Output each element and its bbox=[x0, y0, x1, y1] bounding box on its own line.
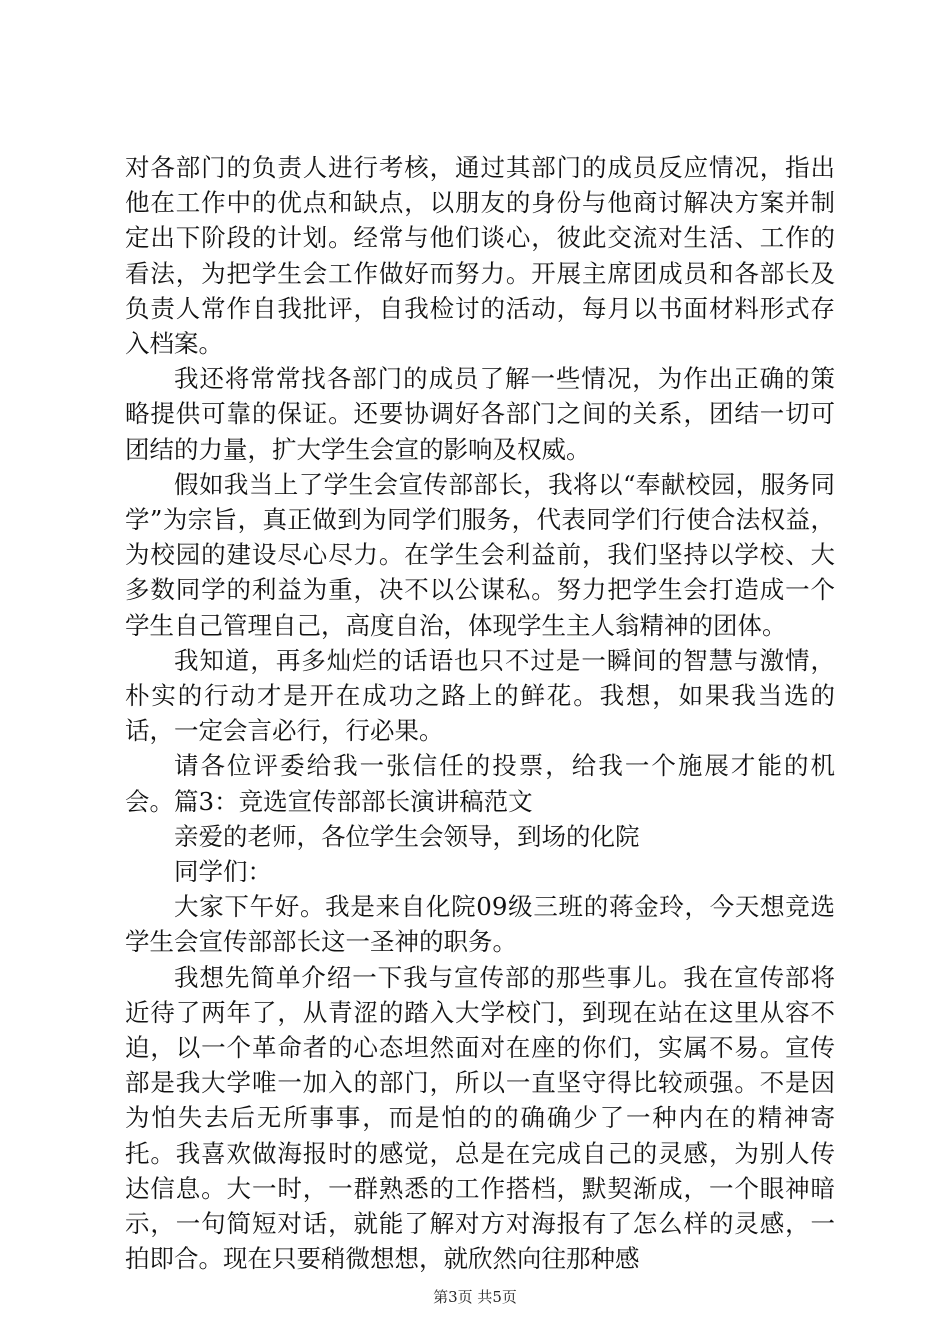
paragraph-7: 同学们： bbox=[174, 857, 272, 887]
paragraph-1: 对各部门的负责人进行考核，通过其部门的成员反应情况，指出他在工作中的优点和缺点，以朋友的身份与他商讨解决方案并制定出下阶段的计划。经常与他们谈心，彼此交流对生活、工作的看法，为把学生会工作做好而努力。开展主席团成员和各部长及负责人常作自我批评，自我检讨的活动，每月以书面材料形式存入档案。 bbox=[125, 153, 835, 359]
paragraph-4: 我知道，再多灿烂的话语也只不过是一瞬间的智慧与激情，朴实的行动才是开在成功之路上的鲜花。我想，如果我当选的话，一定会言必行，行必果。 bbox=[125, 645, 835, 746]
paragraph-2: 我还将常常找各部门的成员了解一些情况，为作出正确的策略提供可靠的保证。还要协调好各部门之间的关系，团结一切可团结的力量，扩大学生会宣的影响及权威。 bbox=[125, 364, 835, 464]
paragraph-8: 大家下午好。我是来自化院09级三班的蒋金玲，今天想竞选学生会宣传部部长这一圣神的职务。 bbox=[125, 892, 835, 957]
paragraph-5: 请各位评委给我一张信任的投票，给我一个施展才能的机会。篇3：竞选宣传部部长演讲稿范文 bbox=[125, 751, 835, 816]
paragraph-9: 我想先简单介绍一下我与宣传部的那些事儿。我在宣传部将近待了两年了，从青涩的踏入大学校门，到现在站在这里从容不迫，以一个革命者的心态坦然面对在座的你们，实属不易。宣传部是我大学唯一加入的部门，所以一直坚守得比较顽强。不是因为怕失去后无所事事，而是怕的的确确少了一种内在的精神寄托。我喜欢做海报时的感觉，总是在完成自己的灵感，为别人传达信息。大一时，一群熟悉的工作搭档，默契渐成，一个眼神暗示，一句简短对话，就能了解对方对海报有了怎么样的灵感，一拍即合。现在只要稍微想想，就欣然向往那种感 bbox=[125, 962, 835, 1274]
paragraph-3: 假如我当上了学生会宣传部部长，我将以“奉献校园，服务同学”为宗旨，真正做到为同学们服务，代表同学们行使合法权益，为校园的建设尽心尽力。在学生会利益前，我们坚持以学校、大多数同学的利益为重，决不以公谋私。努力把学生会打造成一个学生自己管理自己，高度自治，体现学生主人翁精神的团体。 bbox=[125, 469, 835, 640]
page-number-footer: 第3页 共5页 bbox=[433, 1288, 517, 1306]
document-body bbox=[125, 150, 835, 1277]
paragraph-6: 亲爱的老师，各位学生会领导，到场的化院 bbox=[174, 821, 640, 851]
